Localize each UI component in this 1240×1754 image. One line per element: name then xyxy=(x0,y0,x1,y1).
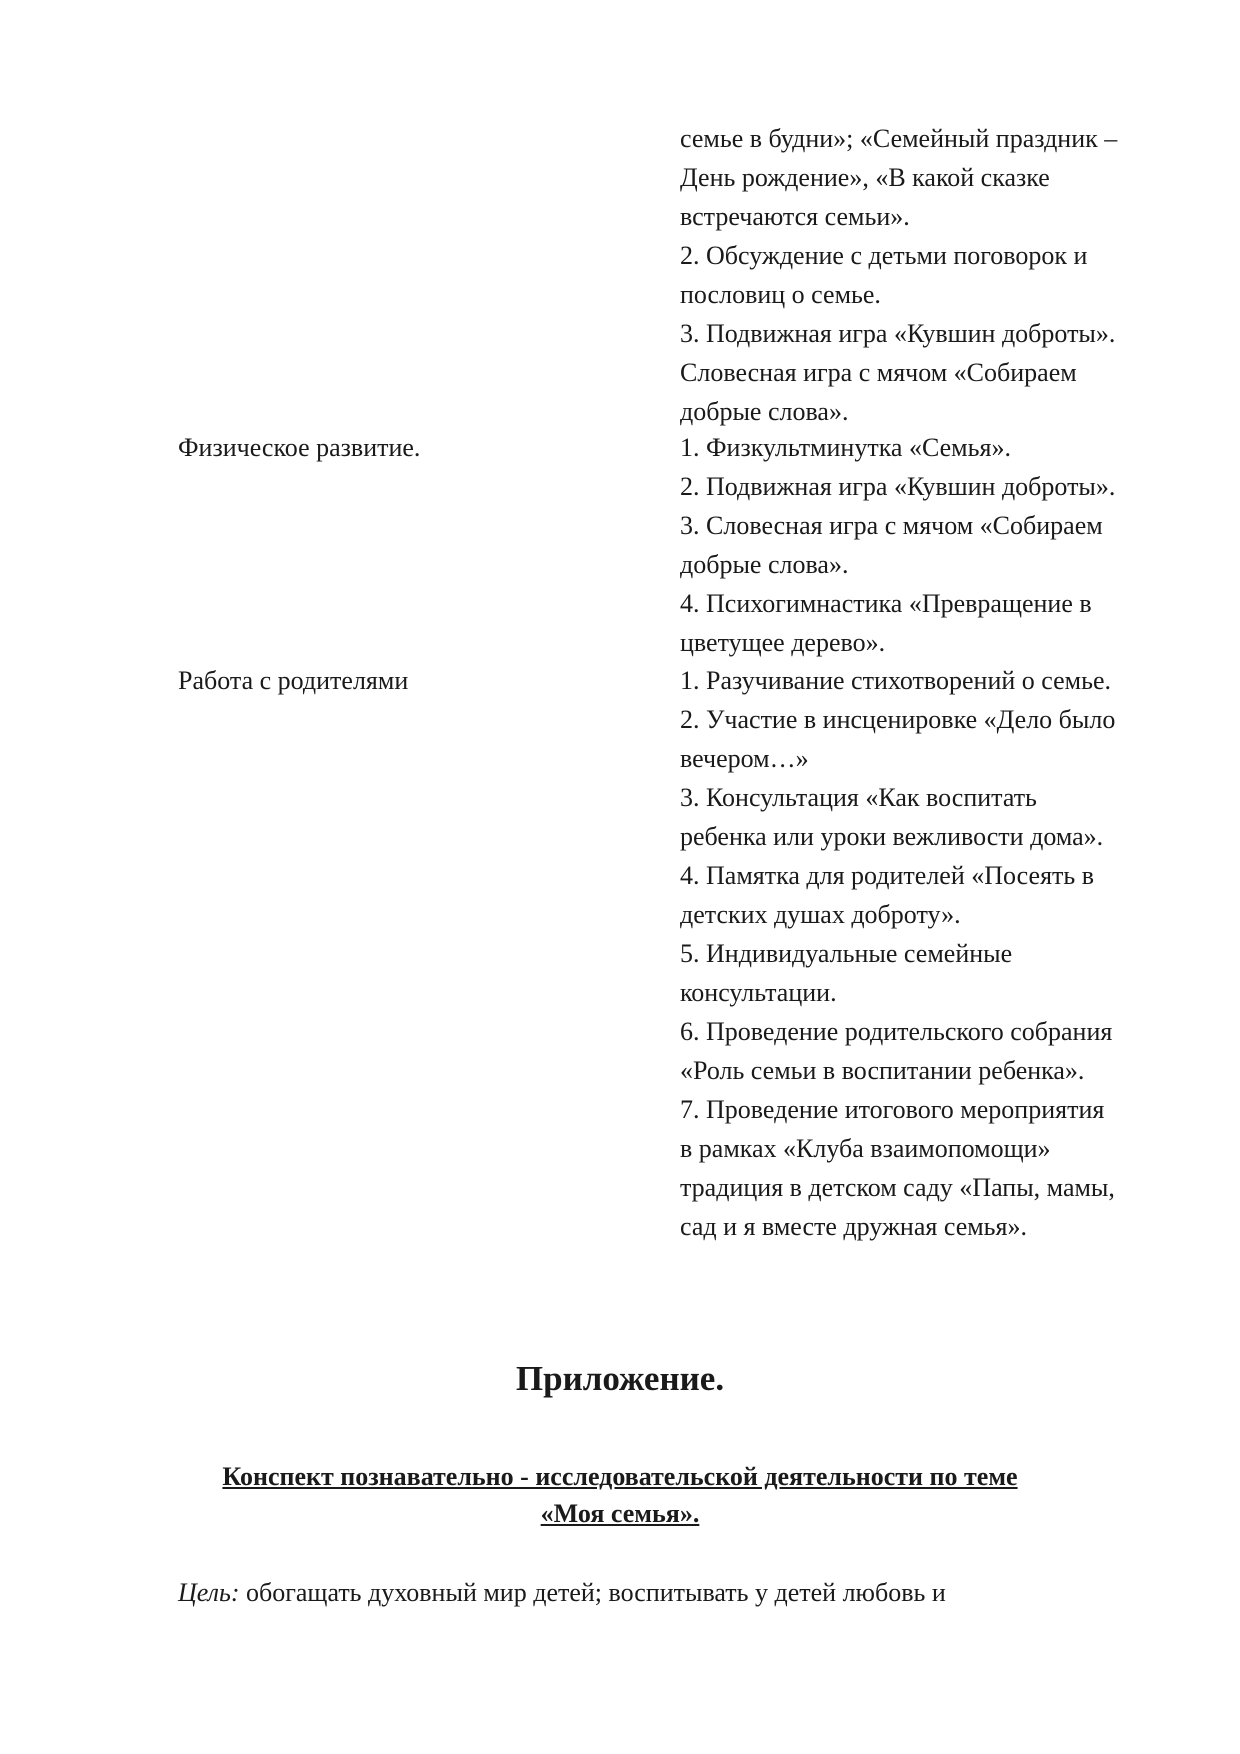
text-line: 3. Подвижная игра «Кувшин доброты». xyxy=(680,319,1116,348)
text-line: семье в будни»; «Семейный праздник – xyxy=(680,124,1118,153)
appendix-subtitle xyxy=(0,1458,1240,1532)
text-line: 1. Физкультминутка «Семья». xyxy=(680,433,1011,462)
subtitle-line: «Моя семья». xyxy=(540,1499,700,1528)
text-line: 7. Проведение итогового мероприятия xyxy=(680,1095,1105,1124)
text-line: в рамках «Клуба взаимопомощи» xyxy=(680,1134,1051,1163)
text-line: добрые слова». xyxy=(680,550,849,579)
text-line: ребенка или уроки вежливости дома». xyxy=(680,822,1104,851)
appendix-title: Приложение. xyxy=(515,1359,725,1398)
text-line: 1. Разучивание стихотворений о семье. xyxy=(680,666,1112,695)
subtitle-line: Конспект познавательно - исследовательской деятельности по теме xyxy=(222,1462,1018,1491)
text-line: традиция в детском саду «Папы, мамы, xyxy=(680,1173,1115,1202)
text-line: День рождение», «В какой сказке xyxy=(680,163,1050,192)
text-line: 3. Консультация «Как воспитать xyxy=(680,783,1037,812)
text-line: добрые слова». xyxy=(680,397,849,426)
text-line: 3. Словесная игра с мячом «Собираем xyxy=(680,511,1103,540)
text-line: 6. Проведение родительского собрания xyxy=(680,1017,1113,1046)
text-line: встречаются семьи». xyxy=(680,202,910,231)
text-line: Словесная игра с мячом «Собираем xyxy=(680,358,1077,387)
text-line: вечером…» xyxy=(680,744,809,773)
row-content xyxy=(680,661,1200,1246)
goal-text: обогащать духовный мир детей; воспитывать у детей любовь и xyxy=(239,1578,946,1607)
row-content xyxy=(680,119,1200,431)
text-line: консультации. xyxy=(680,978,837,1007)
text-line: 2. Подвижная игра «Кувшин доброты». xyxy=(680,472,1116,501)
text-line: детских душах доброту». xyxy=(680,900,961,929)
row-label: Физическое развитие. xyxy=(178,433,421,462)
text-line: 2. Обсуждение с детьми поговорок и xyxy=(680,241,1088,270)
text-line: 4. Памятка для родителей «Посеять в xyxy=(680,861,1095,890)
text-line: 2. Участие в инсценировке «Дело было xyxy=(680,705,1116,734)
text-line: «Роль семьи в воспитании ребенка». xyxy=(680,1056,1085,1085)
row-label: Работа с родителями xyxy=(178,666,409,695)
goal-paragraph xyxy=(178,1573,946,1612)
text-line: 5. Индивидуальные семейные xyxy=(680,939,1013,968)
text-line: цветущее дерево». xyxy=(680,628,886,657)
text-line: 4. Психогимнастика «Превращение в xyxy=(680,589,1092,618)
row-content xyxy=(680,428,1200,662)
text-line: пословиц о семье. xyxy=(680,280,881,309)
goal-label: Цель: xyxy=(178,1578,240,1607)
text-line: сад и я вместе дружная семья». xyxy=(680,1212,1028,1241)
